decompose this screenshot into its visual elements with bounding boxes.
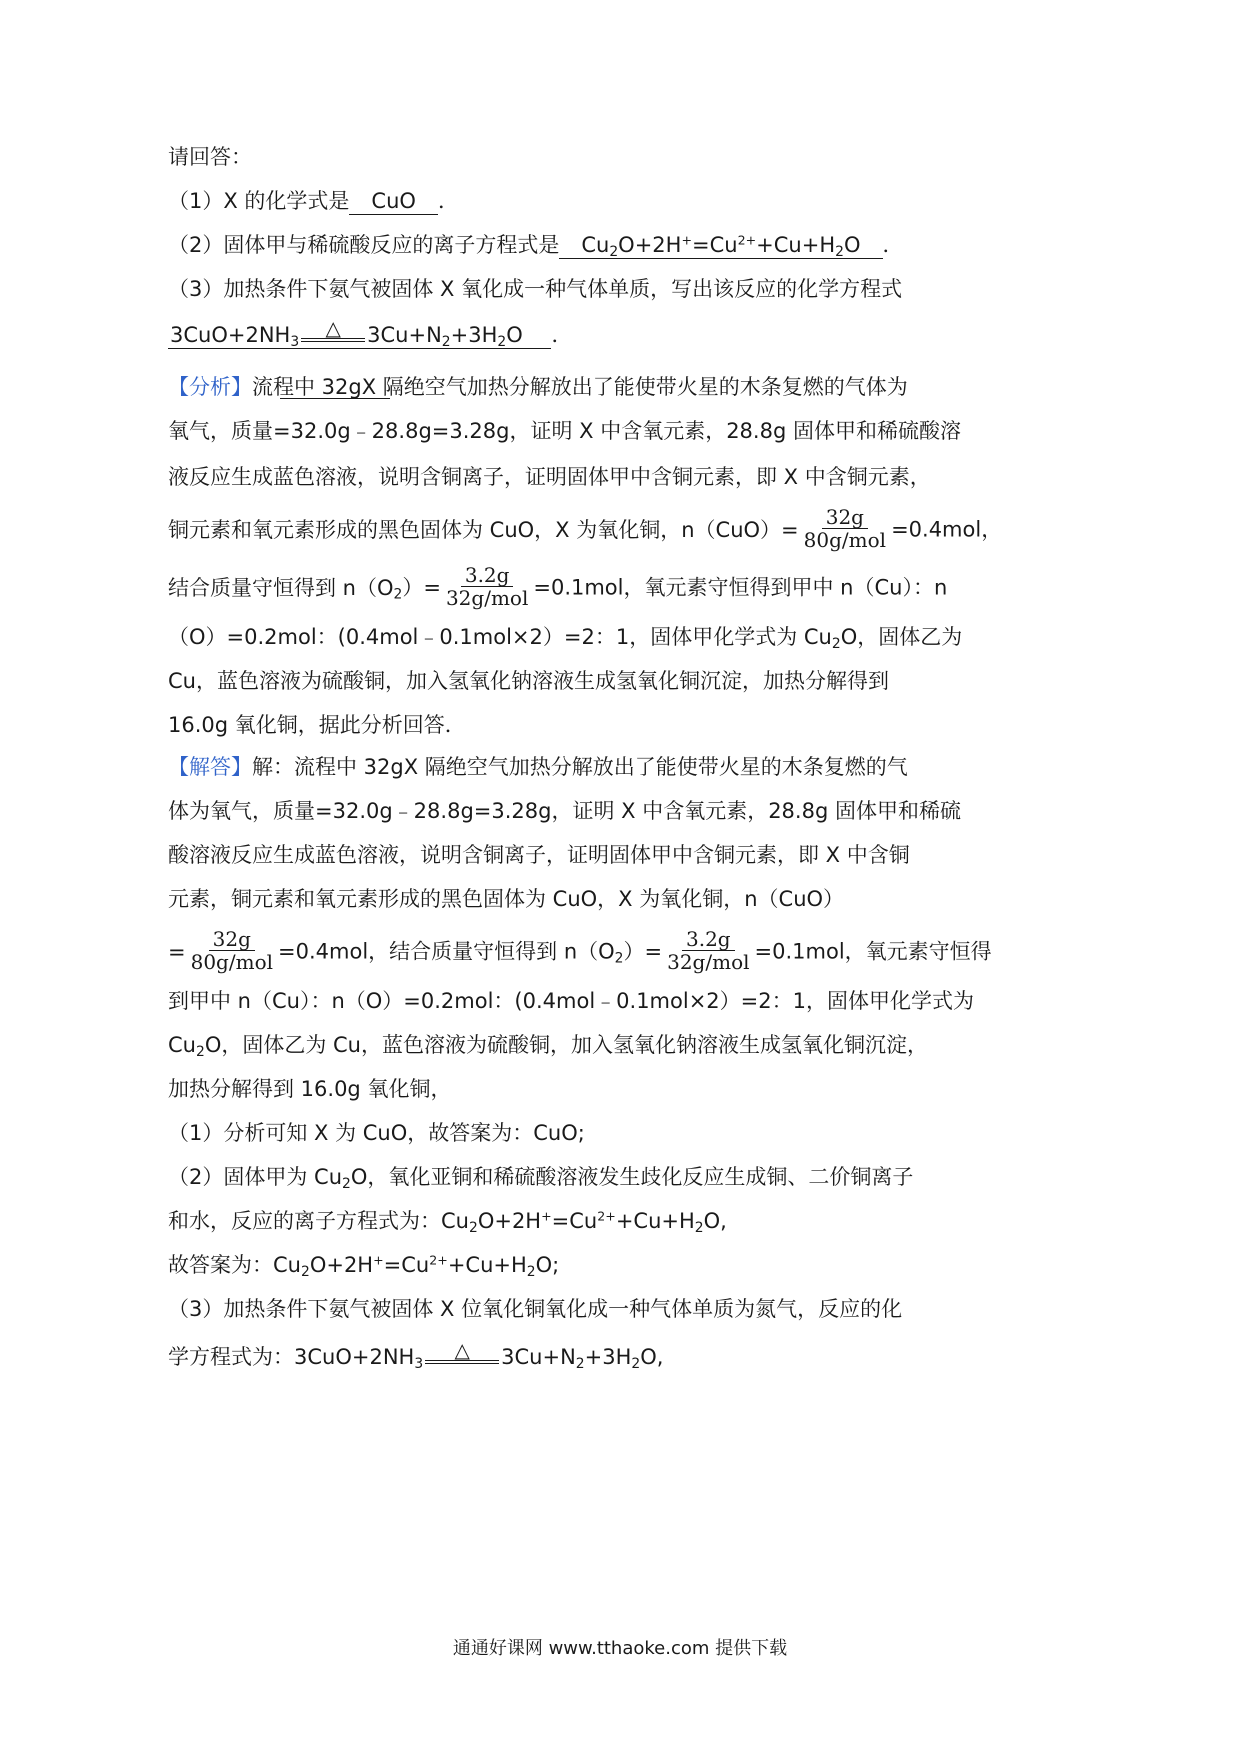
fraction-o2-2: $\frac{3.2g}{\text{32g/mol}}$ (667, 927, 750, 974)
analysis-tag: 【分析】 (168, 375, 252, 399)
solution-line-3: 酸溶液反应生成蓝色溶液，说明含铜离子，证明固体甲中含铜元素，即 X 中含铜 (168, 843, 910, 867)
fraction-cuo: $\frac{32g}{\text{80g/mol}}$ (803, 505, 887, 552)
heating-symbol: △ (301, 318, 365, 342)
analysis-line-5: 结合质量守恒得到 $n(O_2)=$ $\frac{3.2g}{\text{32g/mol}}$ =0.1mol，氧元素守恒得到甲中 n（Cu）：n (168, 563, 948, 610)
question-1-answer: CuO (349, 188, 438, 215)
answer-1: （1）分析可知 X 为 CuO，故答案为：CuO; (168, 1121, 585, 1145)
analysis-line-1: 【分析】流程中 32gX 隔绝空气加热分解放出了能使带火星的木条复燃的气体为 (168, 375, 908, 399)
question-3-answer: $3CuO+2NH_3$ △ $3Cu+N_2+3H_2O$ ． (170, 316, 573, 350)
question-2-text: （2）固体甲与稀硫酸反应的离子方程式是 (168, 233, 560, 257)
solution-tag: 【解答】 (168, 755, 252, 779)
analysis-line-2: 氧气，质量=32.0g﹣28.8g=3.28g，证明 X 中含氧元素，28.8g 固体甲和稀硫酸溶 (168, 419, 961, 443)
analysis-line-4: 铜元素和氧元素形成的黑色固体为 CuO，X 为氧化铜，n（CuO）= $\frac{32g}{\text{80g/mol}}$ =0.4mol， (168, 505, 1003, 552)
answer-3-line-2: 学方程式为：$3CuO+2NH_3$ △ $3Cu+N_2+3H_2O$, (168, 1338, 664, 1372)
question-2: （2）固体甲与稀硫酸反应的离子方程式是 $Cu_2O+2H^+=Cu^{2+}+Cu+H_2O$ ． (168, 232, 904, 260)
solution-line-5: = $\frac{32g}{\text{80g/mol}}$ =0.4mol，结合质量守恒得到 $n(O_2)=$ $\frac{3.2g}{\text{32g/mol}}$ =0.1mol，氧元素守恒得 (168, 927, 992, 974)
answer-2-line-1: （2）固体甲为 $Cu_2O$，氧化亚铜和稀硫酸溶液发生歧化反应生成铜、二价铜离子 (168, 1165, 914, 1192)
footer: 通通好课网 www.tthaoke.com 提供下载 (452, 1638, 788, 1659)
solution-line-8: 加热分解得到 16.0g 氧化铜， (168, 1077, 452, 1101)
answer-2-line-3: 故答案为：$Cu_2O+2H^+=Cu^{2+}+Cu+H_2O$; (168, 1252, 560, 1280)
analysis-line-7: Cu，蓝色溶液为硫酸铜，加入氢氧化钠溶液生成氢氧化铜沉淀，加热分解得到 (168, 669, 889, 693)
solution-line-1: 【解答】解：流程中 32gX 隔绝空气加热分解放出了能使带火星的木条复燃的气 (168, 755, 908, 779)
fraction-o2: $\frac{3.2g}{\text{32g/mol}}$ (445, 563, 529, 610)
solution-line-6: 到甲中 n（Cu）：n（O）=0.2mol：(0.4mol﹣0.1mol×2）=2：1，固体甲化学式为 (168, 989, 974, 1013)
answer-3-line-1: （3）加热条件下氨气被固体 X 位氧化铜氧化成一种气体单质为氮气，反应的化 (168, 1297, 903, 1321)
answer-2-line-2: 和水，反应的离子方程式为：$Cu_2O+2H^+=Cu^{2+}+Cu+H_2O$, (168, 1208, 727, 1236)
question-2-answer: $Cu_2O+2H^+=Cu^{2+}+Cu+H_2O$ (559, 232, 882, 259)
analysis-line-8: 16.0g 氧化铜，据此分析回答． (168, 713, 466, 737)
prompt-text: 请回答： (168, 145, 252, 169)
equation-heat: $3CuO+2NH_3$ △ $3Cu+N_2+3H_2O$ (170, 316, 550, 350)
question-1-text: （1）X 的化学式是 (168, 189, 350, 213)
question-3 (0, 274, 1240, 304)
heating-symbol-2: △ (425, 1340, 499, 1364)
analysis-line-3: 液反应生成蓝色溶液，说明含铜离子，证明固体甲中含铜元素，即 X 中含铜元素， (168, 465, 931, 489)
analysis-line-6: （O）=0.2mol：(0.4mol﹣0.1mol×2）=2：1，固体甲化学式为 $Cu_2O$，固体乙为 (168, 625, 963, 652)
question-1: （1）X 的化学式是 CuO ． (168, 189, 459, 213)
solution-line-7: $Cu_2O$，固体乙为 Cu，蓝色溶液为硫酸铜，加入氢氧化钠溶液生成氢氧化铜沉淀， (168, 1033, 928, 1060)
prompt-line (0, 142, 1240, 172)
solution-line-2: 体为氧气，质量=32.0g﹣28.8g=3.28g，证明 X 中含氧元素，28.8g 固体甲和稀硫 (168, 799, 961, 823)
solution-line-4: 元素，铜元素和氧元素形成的黑色固体为 CuO，X 为氧化铜，n（CuO） (168, 887, 845, 911)
fraction-cuo-2: $\frac{32g}{\text{80g/mol}}$ (190, 927, 274, 974)
question-3-text: （3）加热条件下氨气被固体 X 氧化成一种气体单质，写出该反应的化学方程式 (168, 277, 903, 301)
